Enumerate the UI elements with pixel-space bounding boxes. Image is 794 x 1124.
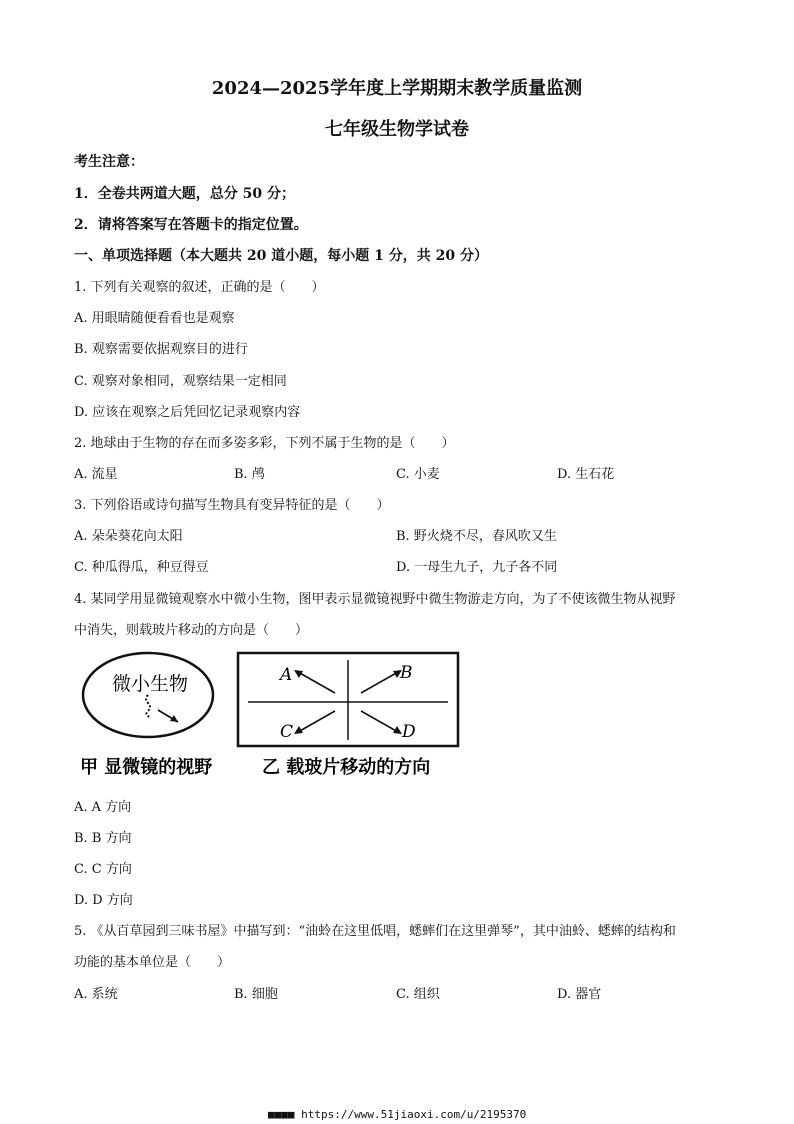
question-stem-line1: 5. 《从百草园到三味书屋》中描写到：“油蛉在这里低唱，蟋蟀们在这里弹琴”，其中油蛉、蟋蟀的结构和 [74, 924, 676, 939]
exam-title: 2024—2025学年度上学期期末教学质量监测 [211, 78, 583, 99]
option-a: A. 用眼睛随便看看也是观察 [74, 311, 235, 326]
notice-heading: 考生注意： [74, 154, 144, 170]
dir-label-d: D [402, 722, 416, 742]
option-d: D. D 方向 [74, 893, 133, 908]
option-b: B. 细胞 [234, 987, 278, 1002]
option-d: D. 应该在观察之后凭回忆记录观察内容 [74, 405, 301, 420]
right-caption: 乙 载玻片移动的方向 [262, 757, 431, 778]
section-title: 一、单项选择题（本大题共 20 道小题，每小题 1 分，共 20 分） [74, 248, 488, 264]
arrow-d [361, 711, 398, 732]
question-stem: 3. 下列俗语或诗句描写生物具有变异特征的是（ ） [74, 498, 390, 513]
left-caption: 甲 显微镜的视野 [80, 757, 213, 778]
option-a: A. A 方向 [74, 800, 132, 815]
option-c: C. C 方向 [74, 862, 132, 877]
option-d: D. 生石花 [557, 467, 615, 482]
option-a: A. 朵朵葵花向太阳 [74, 529, 183, 544]
option-a: A. 流星 [74, 467, 118, 482]
footer-prefix: ■■■■ [268, 1108, 295, 1121]
dir-label-c: C [280, 722, 294, 742]
option-b: B. 观察需要依据观察目的进行 [74, 342, 248, 357]
microorganism-label: 微小生物 [112, 673, 189, 695]
footer-link[interactable] [268, 1108, 526, 1121]
arrow-c [298, 711, 335, 732]
microorganism-path [146, 695, 150, 717]
option-c: C. 小麦 [396, 467, 440, 482]
notice-item: 2．请将答案写在答题卡的指定位置。 [74, 217, 308, 233]
option-c: C. 种瓜得瓜，种豆得豆 [74, 560, 209, 575]
dir-label-b: B [400, 663, 413, 683]
option-a: A. 系统 [74, 987, 118, 1002]
option-d: D. 一母生九子，九子各不同 [396, 560, 558, 575]
microscope-figure [80, 650, 470, 780]
option-c: C. 组织 [396, 987, 440, 1002]
question-stem: 2. 地球由于生物的存在而多姿多彩，下列不属于生物的是（ ） [74, 436, 455, 451]
question-stem-line1: 4. 某同学用显微镜观察水中微小生物，图甲表示显微镜视野中微生物游走方向，为了不使该微生物从视野 [74, 592, 676, 607]
option-b: B. 鸬 [234, 467, 265, 482]
option-c: C. 观察对象相同，观察结果一定相同 [74, 374, 287, 389]
exam-subtitle: 七年级生物学试卷 [325, 119, 469, 140]
option-d: D. 器官 [557, 987, 602, 1002]
footer-url[interactable]: https://www.51jiaoxi.com/u/2195370 [301, 1108, 527, 1121]
arrow-b [361, 672, 398, 693]
question-stem: 1. 下列有关观察的叙述，正确的是（ ） [74, 280, 325, 295]
option-b: B. 野火烧不尽，春风吹又生 [396, 529, 557, 544]
notice-item: 1．全卷共两道大题，总分 50 分； [74, 186, 295, 202]
arrow-a [298, 672, 335, 693]
dir-label-a: A [280, 665, 293, 685]
question-stem-line2: 中消失，则载玻片移动的方向是（ ） [74, 623, 309, 638]
question-stem-line2: 功能的基本单位是（ ） [74, 955, 231, 970]
option-b: B. B 方向 [74, 831, 132, 846]
